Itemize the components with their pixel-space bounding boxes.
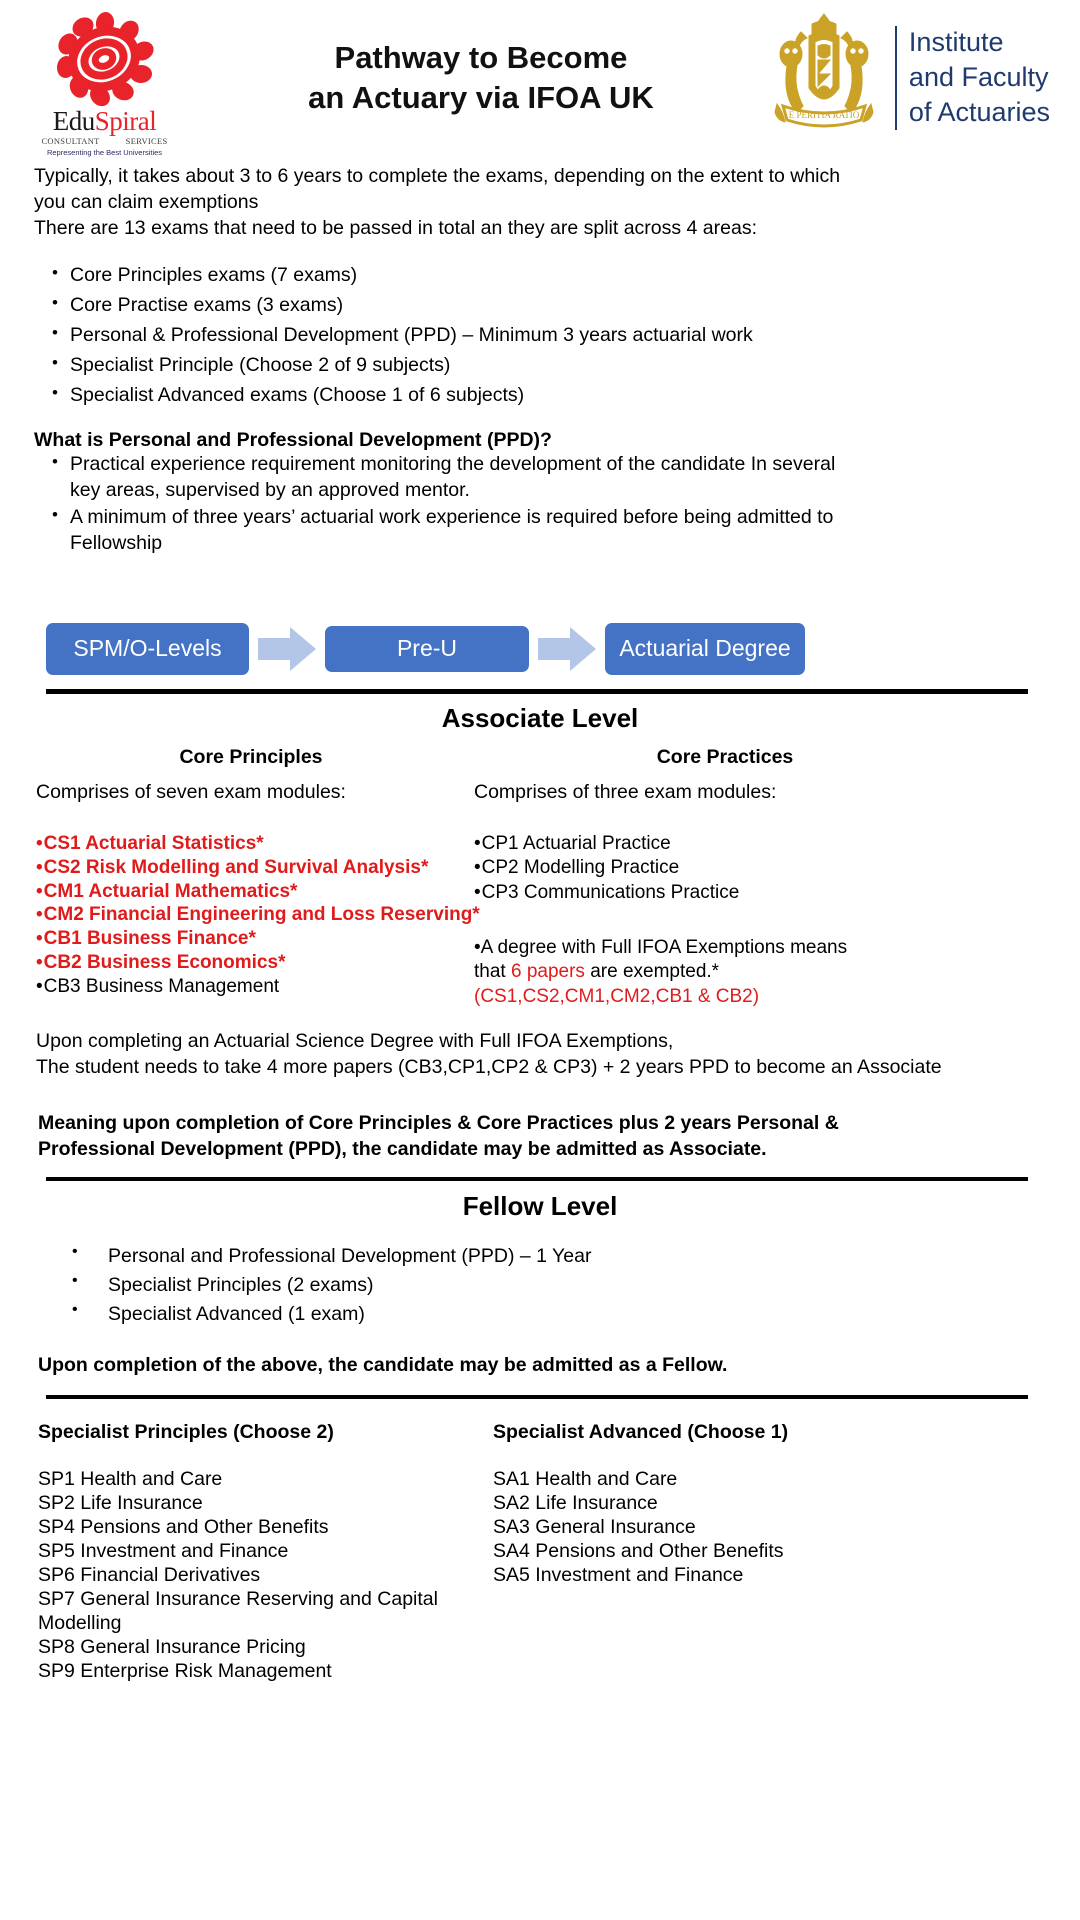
list-item: • Core Practise exams (3 exams) — [34, 293, 1046, 319]
list-item: • Specialist Advanced exams (Choose 1 of 6 subjects) — [34, 383, 1046, 409]
ppd-heading: What is Personal and Professional Development (PPD)? — [34, 428, 552, 451]
ifoa-crest-icon — [765, 10, 883, 145]
list-item: • Personal and Professional Development (PPD) – 1 Year — [34, 1244, 1046, 1268]
associate-meaning-paragraph — [34, 1110, 1046, 1163]
specialist-advanced-heading: Specialist Advanced (Choose 1) — [493, 1421, 789, 1444]
exemption-note-text-1: A degree with Full IFOA Exemptions means — [480, 936, 848, 958]
flow-box-actuarial-degree[interactable]: Actuarial Degree — [605, 623, 805, 675]
core-principles-list — [36, 832, 480, 1000]
list-item: SA2 Life Insurance — [493, 1492, 658, 1515]
list-item: SP4 Pensions and Other Benefits — [38, 1516, 329, 1539]
list-item: • CM2 Financial Engineering and Loss Reserving* — [36, 903, 466, 927]
specialist-principles-list — [38, 1468, 493, 1684]
page-title-line-1: Pathway to Become — [334, 39, 628, 75]
intro-line-1: Typically, it takes about 3 to 6 years to complete the exams, depending on the extent to which — [34, 165, 841, 187]
list-item: • CP3 Communications Practice — [474, 881, 1046, 906]
ifoa-divider — [895, 26, 897, 130]
exemption-note — [474, 936, 1046, 1010]
eduspiral-edu: Edu — [52, 105, 95, 136]
list-item: • CP1 Actuarial Practice — [474, 832, 1046, 857]
intro-line-2: you can claim exemptions — [34, 191, 259, 214]
list-item: • Personal & Professional Development (PPD) – Minimum 3 years actuarial work — [34, 323, 1046, 349]
list-item: SP1 Health and Care — [38, 1468, 223, 1491]
list-item: SA4 Pensions and Other Benefits — [493, 1540, 784, 1563]
specialist-advanced-list — [493, 1468, 1046, 1588]
ifoa-wordmark — [909, 25, 1050, 130]
eduspiral-tagline: Representing the Best Universities — [46, 147, 163, 157]
ifoa-line-2: and Faculty — [908, 61, 1049, 92]
list-item: SP7 General Insurance Reserving and Capital — [38, 1588, 438, 1611]
ppd-item-1-line-2: key areas, supervised by an approved mentor. — [70, 478, 470, 501]
list-item: • Specialist Principle (Choose 2 of 9 subjects) — [34, 353, 1046, 379]
intro-line-3: There are 13 exams that need to be passed in total an they are split across 4 areas: — [34, 217, 758, 240]
eduspiral-logo — [12, 0, 197, 157]
list-item: • Core Principles exams (7 exams) — [34, 263, 1046, 289]
associate-meaning-line-2: Professional Development (PPD), the candidate may be admitted as Associate. — [38, 1138, 767, 1161]
core-principles-heading: Core Principles — [179, 745, 323, 768]
spiral-icon — [51, 11, 159, 107]
flow-box-preu[interactable]: Pre-U — [325, 626, 529, 672]
associate-level-title: Associate Level — [441, 702, 639, 733]
eduspiral-consultant: CONSULTANT — [41, 135, 100, 146]
list-item: • CS2 Risk Modelling and Survival Analysis* — [36, 856, 466, 880]
page-title — [197, 38, 765, 117]
fellow-upon-completion: Upon completion of the above, the candidate may be admitted as a Fellow. — [38, 1354, 728, 1377]
core-principles-subtitle: Comprises of seven exam modules: — [36, 780, 346, 803]
divider-specialist-top — [46, 1395, 1028, 1399]
fellow-requirements-list — [34, 1244, 1046, 1327]
list-item: • CS1 Actuarial Statistics* — [36, 832, 466, 856]
list-item: SP6 Financial Derivatives — [38, 1564, 261, 1587]
list-item: • Specialist Advanced (1 exam) — [34, 1302, 1046, 1326]
page-header — [0, 0, 1080, 155]
page-title-line-2: an Actuary via IFOA UK — [308, 79, 654, 115]
list-item — [34, 452, 1046, 504]
ppd-item-1-line-1: • Practical experience requirement monitoring the development of the candidate In several — [70, 452, 836, 475]
list-item: SP2 Life Insurance — [38, 1492, 203, 1515]
associate-upon-paragraph — [34, 1028, 1046, 1080]
list-item — [34, 505, 1046, 557]
core-principles-column — [34, 745, 480, 1010]
associate-upon-line-2: The student needs to take 4 more papers (CB3,CP1,CP2 & CP3) + 2 years PPD to become an Associate — [36, 1055, 942, 1078]
exemption-subjects-list: (CS1,CS2,CM1,CM2,CB1 & CB2) — [474, 986, 760, 1008]
list-item: • CB2 Business Economics* — [36, 951, 466, 975]
list-item: Modelling — [38, 1612, 122, 1635]
pathway-flow-diagram — [34, 623, 1046, 675]
core-practices-heading: Core Practices — [656, 745, 794, 768]
divider-fellow-top — [46, 1177, 1028, 1181]
associate-meaning-line-1: Meaning upon completion of Core Principles & Core Practices plus 2 years Personal & — [38, 1112, 839, 1135]
flow-arrow-icon-1 — [258, 627, 316, 671]
list-item: SA3 General Insurance — [493, 1516, 696, 1539]
ppd-item-2-line-1: • A minimum of three years’ actuarial work experience is required before being admitted to — [70, 505, 834, 528]
list-item: • CB1 Business Finance* — [36, 927, 466, 951]
specialist-principles-heading: Specialist Principles (Choose 2) — [38, 1421, 334, 1444]
exemption-note-line-2 — [474, 960, 1046, 985]
exemption-papers-count: 6 papers — [510, 961, 585, 983]
svg-text:E PERITIA RATIO: E PERITIA RATIO — [788, 110, 860, 120]
eduspiral-services: SERVICES — [125, 135, 168, 146]
eduspiral-wordmark — [52, 105, 157, 136]
core-practices-list — [474, 832, 1046, 906]
specialist-columns — [34, 1421, 1046, 1684]
page-content — [0, 163, 1080, 1684]
list-item: • Specialist Principles (2 exams) — [34, 1273, 1046, 1297]
intro-paragraph — [34, 163, 964, 241]
exemption-note-line-1: •A degree with Full IFOA Exemptions means — [474, 936, 848, 958]
ifoa-branding — [765, 10, 1068, 145]
list-item: SA1 Health and Care — [493, 1468, 678, 1491]
ppd-item-2-line-2: Fellowship — [70, 531, 163, 554]
ifoa-line-3: of Actuaries — [908, 97, 1050, 128]
list-item: SP9 Enterprise Risk Management — [38, 1660, 332, 1683]
core-practices-column — [466, 746, 1046, 1010]
specialist-advanced-column — [493, 1421, 1046, 1684]
eduspiral-subtitle — [41, 136, 167, 146]
flow-arrow-icon-2 — [538, 627, 596, 671]
eduspiral-spiral: Spiral — [94, 105, 157, 136]
list-item: SP5 Investment and Finance — [38, 1540, 289, 1563]
list-item: • CB3 Business Management — [36, 975, 466, 999]
exam-areas-list — [34, 263, 1046, 409]
divider-associate-top — [46, 689, 1028, 694]
associate-columns — [34, 746, 1046, 1010]
specialist-principles-column — [34, 1421, 493, 1684]
ifoa-line-1: Institute — [908, 26, 1004, 57]
exemption-pre: that — [474, 961, 511, 983]
list-item: SA5 Investment and Finance — [493, 1564, 744, 1587]
core-practices-subtitle: Comprises of three exam modules: — [474, 780, 777, 803]
fellow-level-title: Fellow Level — [462, 1190, 618, 1221]
associate-upon-line-1: Upon completing an Actuarial Science Degree with Full IFOA Exemptions, — [36, 1029, 674, 1052]
list-item: • CP2 Modelling Practice — [474, 856, 1046, 881]
list-item: • CM1 Actuarial Mathematics* — [36, 880, 466, 904]
ppd-list — [34, 452, 1046, 557]
exemption-post: are exempted.* — [584, 961, 720, 983]
list-item: SP8 General Insurance Pricing — [38, 1636, 306, 1659]
flow-box-spm[interactable]: SPM/O-Levels — [46, 623, 249, 675]
